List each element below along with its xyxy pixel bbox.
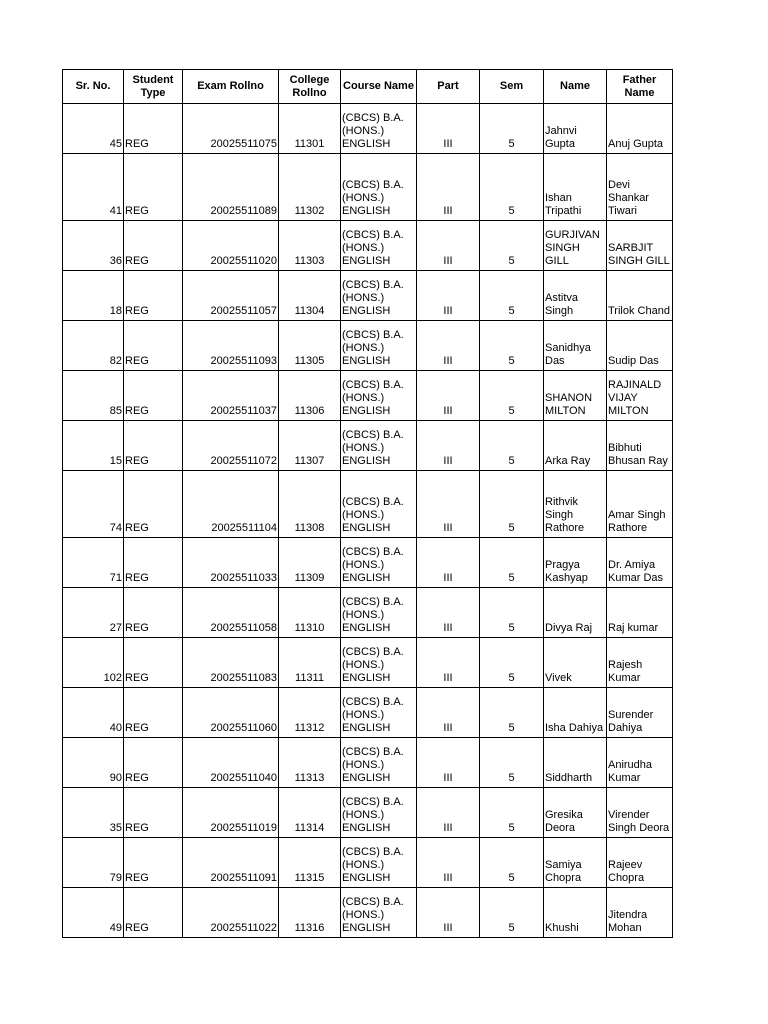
- cell-sem: 5: [480, 738, 544, 788]
- cell-student-type: REG: [124, 888, 183, 938]
- cell-student-type: REG: [124, 471, 183, 538]
- cell-college-rollno: 11311: [279, 638, 341, 688]
- cell-college-rollno: 11309: [279, 538, 341, 588]
- cell-name: Astitva Singh: [544, 271, 607, 321]
- cell-college-rollno: 11303: [279, 221, 341, 271]
- cell-exam-rollno: 20025511020: [183, 221, 279, 271]
- cell-father-name: Rajesh Kumar: [607, 638, 673, 688]
- cell-father-name: Amar Singh Rathore: [607, 471, 673, 538]
- cell-sem: 5: [480, 838, 544, 888]
- cell-sem: 5: [480, 321, 544, 371]
- cell-father-name: Anuj Gupta: [607, 104, 673, 154]
- cell-sem: 5: [480, 688, 544, 738]
- table-row: [63, 638, 673, 688]
- cell-father-name: SARBJIT SINGH GILL: [607, 221, 673, 271]
- cell-part: III: [417, 788, 480, 838]
- cell-name: Isha Dahiya: [544, 688, 607, 738]
- cell-college-rollno: 11310: [279, 588, 341, 638]
- cell-college-rollno: 11307: [279, 421, 341, 471]
- table-row: [63, 154, 673, 221]
- cell-part: III: [417, 321, 480, 371]
- cell-college-rollno: 11308: [279, 471, 341, 538]
- cell-name: Samiya Chopra: [544, 838, 607, 888]
- cell-part: III: [417, 154, 480, 221]
- cell-student-type: REG: [124, 538, 183, 588]
- cell-student-type: REG: [124, 738, 183, 788]
- cell-father-name: Anirudha Kumar: [607, 738, 673, 788]
- cell-father-name: Devi Shankar Tiwari: [607, 154, 673, 221]
- cell-father-name: Dr. Amiya Kumar Das: [607, 538, 673, 588]
- table-row: [63, 321, 673, 371]
- cell-name: GURJIVAN SINGH GILL: [544, 221, 607, 271]
- cell-exam-rollno: 20025511033: [183, 538, 279, 588]
- cell-course-name: (CBCS) B.A. (HONS.) ENGLISH: [341, 588, 417, 638]
- cell-exam-rollno: 20025511022: [183, 888, 279, 938]
- cell-course-name: (CBCS) B.A. (HONS.) ENGLISH: [341, 738, 417, 788]
- table-row: [63, 271, 673, 321]
- cell-part: III: [417, 738, 480, 788]
- header-course-name: Course Name: [341, 70, 417, 104]
- cell-student-type: REG: [124, 838, 183, 888]
- cell-father-name: Trilok Chand: [607, 271, 673, 321]
- cell-name: Pragya Kashyap: [544, 538, 607, 588]
- header-father-name: Father Name: [607, 70, 673, 104]
- cell-student-type: REG: [124, 321, 183, 371]
- cell-sr-no: 82: [63, 321, 124, 371]
- cell-course-name: (CBCS) B.A. (HONS.) ENGLISH: [341, 421, 417, 471]
- cell-college-rollno: 11304: [279, 271, 341, 321]
- cell-student-type: REG: [124, 588, 183, 638]
- cell-name: Jahnvi Gupta: [544, 104, 607, 154]
- cell-sem: 5: [480, 888, 544, 938]
- cell-sr-no: 79: [63, 838, 124, 888]
- cell-part: III: [417, 421, 480, 471]
- cell-course-name: (CBCS) B.A. (HONS.) ENGLISH: [341, 321, 417, 371]
- cell-course-name: (CBCS) B.A. (HONS.) ENGLISH: [341, 838, 417, 888]
- cell-sr-no: 45: [63, 104, 124, 154]
- cell-exam-rollno: 20025511058: [183, 588, 279, 638]
- cell-college-rollno: 11315: [279, 838, 341, 888]
- header-row: [63, 70, 673, 104]
- cell-course-name: (CBCS) B.A. (HONS.) ENGLISH: [341, 471, 417, 538]
- cell-name: Vivek: [544, 638, 607, 688]
- cell-exam-rollno: 20025511089: [183, 154, 279, 221]
- table-row: [63, 888, 673, 938]
- cell-father-name: Rajeev Chopra: [607, 838, 673, 888]
- cell-exam-rollno: 20025511083: [183, 638, 279, 688]
- cell-exam-rollno: 20025511019: [183, 788, 279, 838]
- cell-sem: 5: [480, 221, 544, 271]
- table-row: [63, 471, 673, 538]
- cell-sr-no: 74: [63, 471, 124, 538]
- cell-course-name: (CBCS) B.A. (HONS.) ENGLISH: [341, 371, 417, 421]
- header-sr-no: Sr. No.: [63, 70, 124, 104]
- cell-sr-no: 40: [63, 688, 124, 738]
- header-student-type: Student Type: [124, 70, 183, 104]
- cell-exam-rollno: 20025511040: [183, 738, 279, 788]
- cell-student-type: REG: [124, 421, 183, 471]
- cell-sem: 5: [480, 588, 544, 638]
- cell-course-name: (CBCS) B.A. (HONS.) ENGLISH: [341, 638, 417, 688]
- table-row: [63, 221, 673, 271]
- cell-name: SHANON MILTON: [544, 371, 607, 421]
- cell-sr-no: 85: [63, 371, 124, 421]
- cell-part: III: [417, 104, 480, 154]
- cell-father-name: Jitendra Mohan: [607, 888, 673, 938]
- table-row: [63, 838, 673, 888]
- cell-part: III: [417, 588, 480, 638]
- cell-exam-rollno: 20025511104: [183, 471, 279, 538]
- cell-name: Ishan Tripathi: [544, 154, 607, 221]
- header-part: Part: [417, 70, 480, 104]
- cell-exam-rollno: 20025511072: [183, 421, 279, 471]
- cell-part: III: [417, 271, 480, 321]
- cell-student-type: REG: [124, 638, 183, 688]
- cell-name: Rithvik Singh Rathore: [544, 471, 607, 538]
- cell-student-type: REG: [124, 154, 183, 221]
- cell-student-type: REG: [124, 788, 183, 838]
- cell-college-rollno: 11314: [279, 788, 341, 838]
- cell-father-name: Sudip Das: [607, 321, 673, 371]
- cell-exam-rollno: 20025511057: [183, 271, 279, 321]
- cell-college-rollno: 11316: [279, 888, 341, 938]
- cell-name: Arka Ray: [544, 421, 607, 471]
- cell-sr-no: 15: [63, 421, 124, 471]
- cell-student-type: REG: [124, 271, 183, 321]
- cell-sem: 5: [480, 471, 544, 538]
- table-row: [63, 421, 673, 471]
- cell-student-type: REG: [124, 104, 183, 154]
- table-row: [63, 538, 673, 588]
- cell-father-name: Bibhuti Bhusan Ray: [607, 421, 673, 471]
- cell-exam-rollno: 20025511060: [183, 688, 279, 738]
- table-row: [63, 688, 673, 738]
- cell-name: Khushi: [544, 888, 607, 938]
- table-row: [63, 738, 673, 788]
- cell-exam-rollno: 20025511091: [183, 838, 279, 888]
- header-exam-rollno: Exam Rollno: [183, 70, 279, 104]
- table-body: [63, 104, 673, 938]
- cell-father-name: Raj kumar: [607, 588, 673, 638]
- cell-part: III: [417, 471, 480, 538]
- cell-name: Divya Raj: [544, 588, 607, 638]
- header-college-rollno: College Rollno: [279, 70, 341, 104]
- cell-sr-no: 35: [63, 788, 124, 838]
- cell-sem: 5: [480, 788, 544, 838]
- cell-sem: 5: [480, 154, 544, 221]
- cell-name: Sanidhya Das: [544, 321, 607, 371]
- cell-sr-no: 71: [63, 538, 124, 588]
- cell-exam-rollno: 20025511093: [183, 321, 279, 371]
- cell-college-rollno: 11312: [279, 688, 341, 738]
- cell-part: III: [417, 371, 480, 421]
- cell-course-name: (CBCS) B.A. (HONS.) ENGLISH: [341, 104, 417, 154]
- cell-course-name: (CBCS) B.A. (HONS.) ENGLISH: [341, 788, 417, 838]
- cell-sr-no: 90: [63, 738, 124, 788]
- header-sem: Sem: [480, 70, 544, 104]
- student-list-table: [62, 69, 673, 938]
- cell-college-rollno: 11302: [279, 154, 341, 221]
- cell-name: Siddharth: [544, 738, 607, 788]
- cell-sr-no: 41: [63, 154, 124, 221]
- table-row: [63, 788, 673, 838]
- table-row: [63, 371, 673, 421]
- cell-student-type: REG: [124, 371, 183, 421]
- cell-course-name: (CBCS) B.A. (HONS.) ENGLISH: [341, 538, 417, 588]
- table-row: [63, 104, 673, 154]
- cell-sem: 5: [480, 271, 544, 321]
- cell-part: III: [417, 888, 480, 938]
- cell-course-name: (CBCS) B.A. (HONS.) ENGLISH: [341, 154, 417, 221]
- cell-college-rollno: 11301: [279, 104, 341, 154]
- cell-father-name: RAJINALD VIJAY MILTON: [607, 371, 673, 421]
- cell-part: III: [417, 838, 480, 888]
- cell-college-rollno: 11306: [279, 371, 341, 421]
- cell-father-name: Virender Singh Deora: [607, 788, 673, 838]
- cell-sr-no: 49: [63, 888, 124, 938]
- cell-sr-no: 102: [63, 638, 124, 688]
- cell-sr-no: 18: [63, 271, 124, 321]
- cell-sem: 5: [480, 421, 544, 471]
- cell-sem: 5: [480, 104, 544, 154]
- cell-exam-rollno: 20025511075: [183, 104, 279, 154]
- cell-sr-no: 27: [63, 588, 124, 638]
- cell-sem: 5: [480, 638, 544, 688]
- cell-course-name: (CBCS) B.A. (HONS.) ENGLISH: [341, 221, 417, 271]
- cell-college-rollno: 11313: [279, 738, 341, 788]
- cell-part: III: [417, 538, 480, 588]
- header-name: Name: [544, 70, 607, 104]
- cell-course-name: (CBCS) B.A. (HONS.) ENGLISH: [341, 888, 417, 938]
- cell-father-name: Surender Dahiya: [607, 688, 673, 738]
- cell-student-type: REG: [124, 221, 183, 271]
- cell-student-type: REG: [124, 688, 183, 738]
- cell-course-name: (CBCS) B.A. (HONS.) ENGLISH: [341, 688, 417, 738]
- cell-part: III: [417, 221, 480, 271]
- cell-course-name: (CBCS) B.A. (HONS.) ENGLISH: [341, 271, 417, 321]
- cell-sem: 5: [480, 538, 544, 588]
- cell-part: III: [417, 688, 480, 738]
- cell-college-rollno: 11305: [279, 321, 341, 371]
- cell-part: III: [417, 638, 480, 688]
- table-row: [63, 588, 673, 638]
- cell-exam-rollno: 20025511037: [183, 371, 279, 421]
- cell-sem: 5: [480, 371, 544, 421]
- cell-sr-no: 36: [63, 221, 124, 271]
- cell-name: Gresika Deora: [544, 788, 607, 838]
